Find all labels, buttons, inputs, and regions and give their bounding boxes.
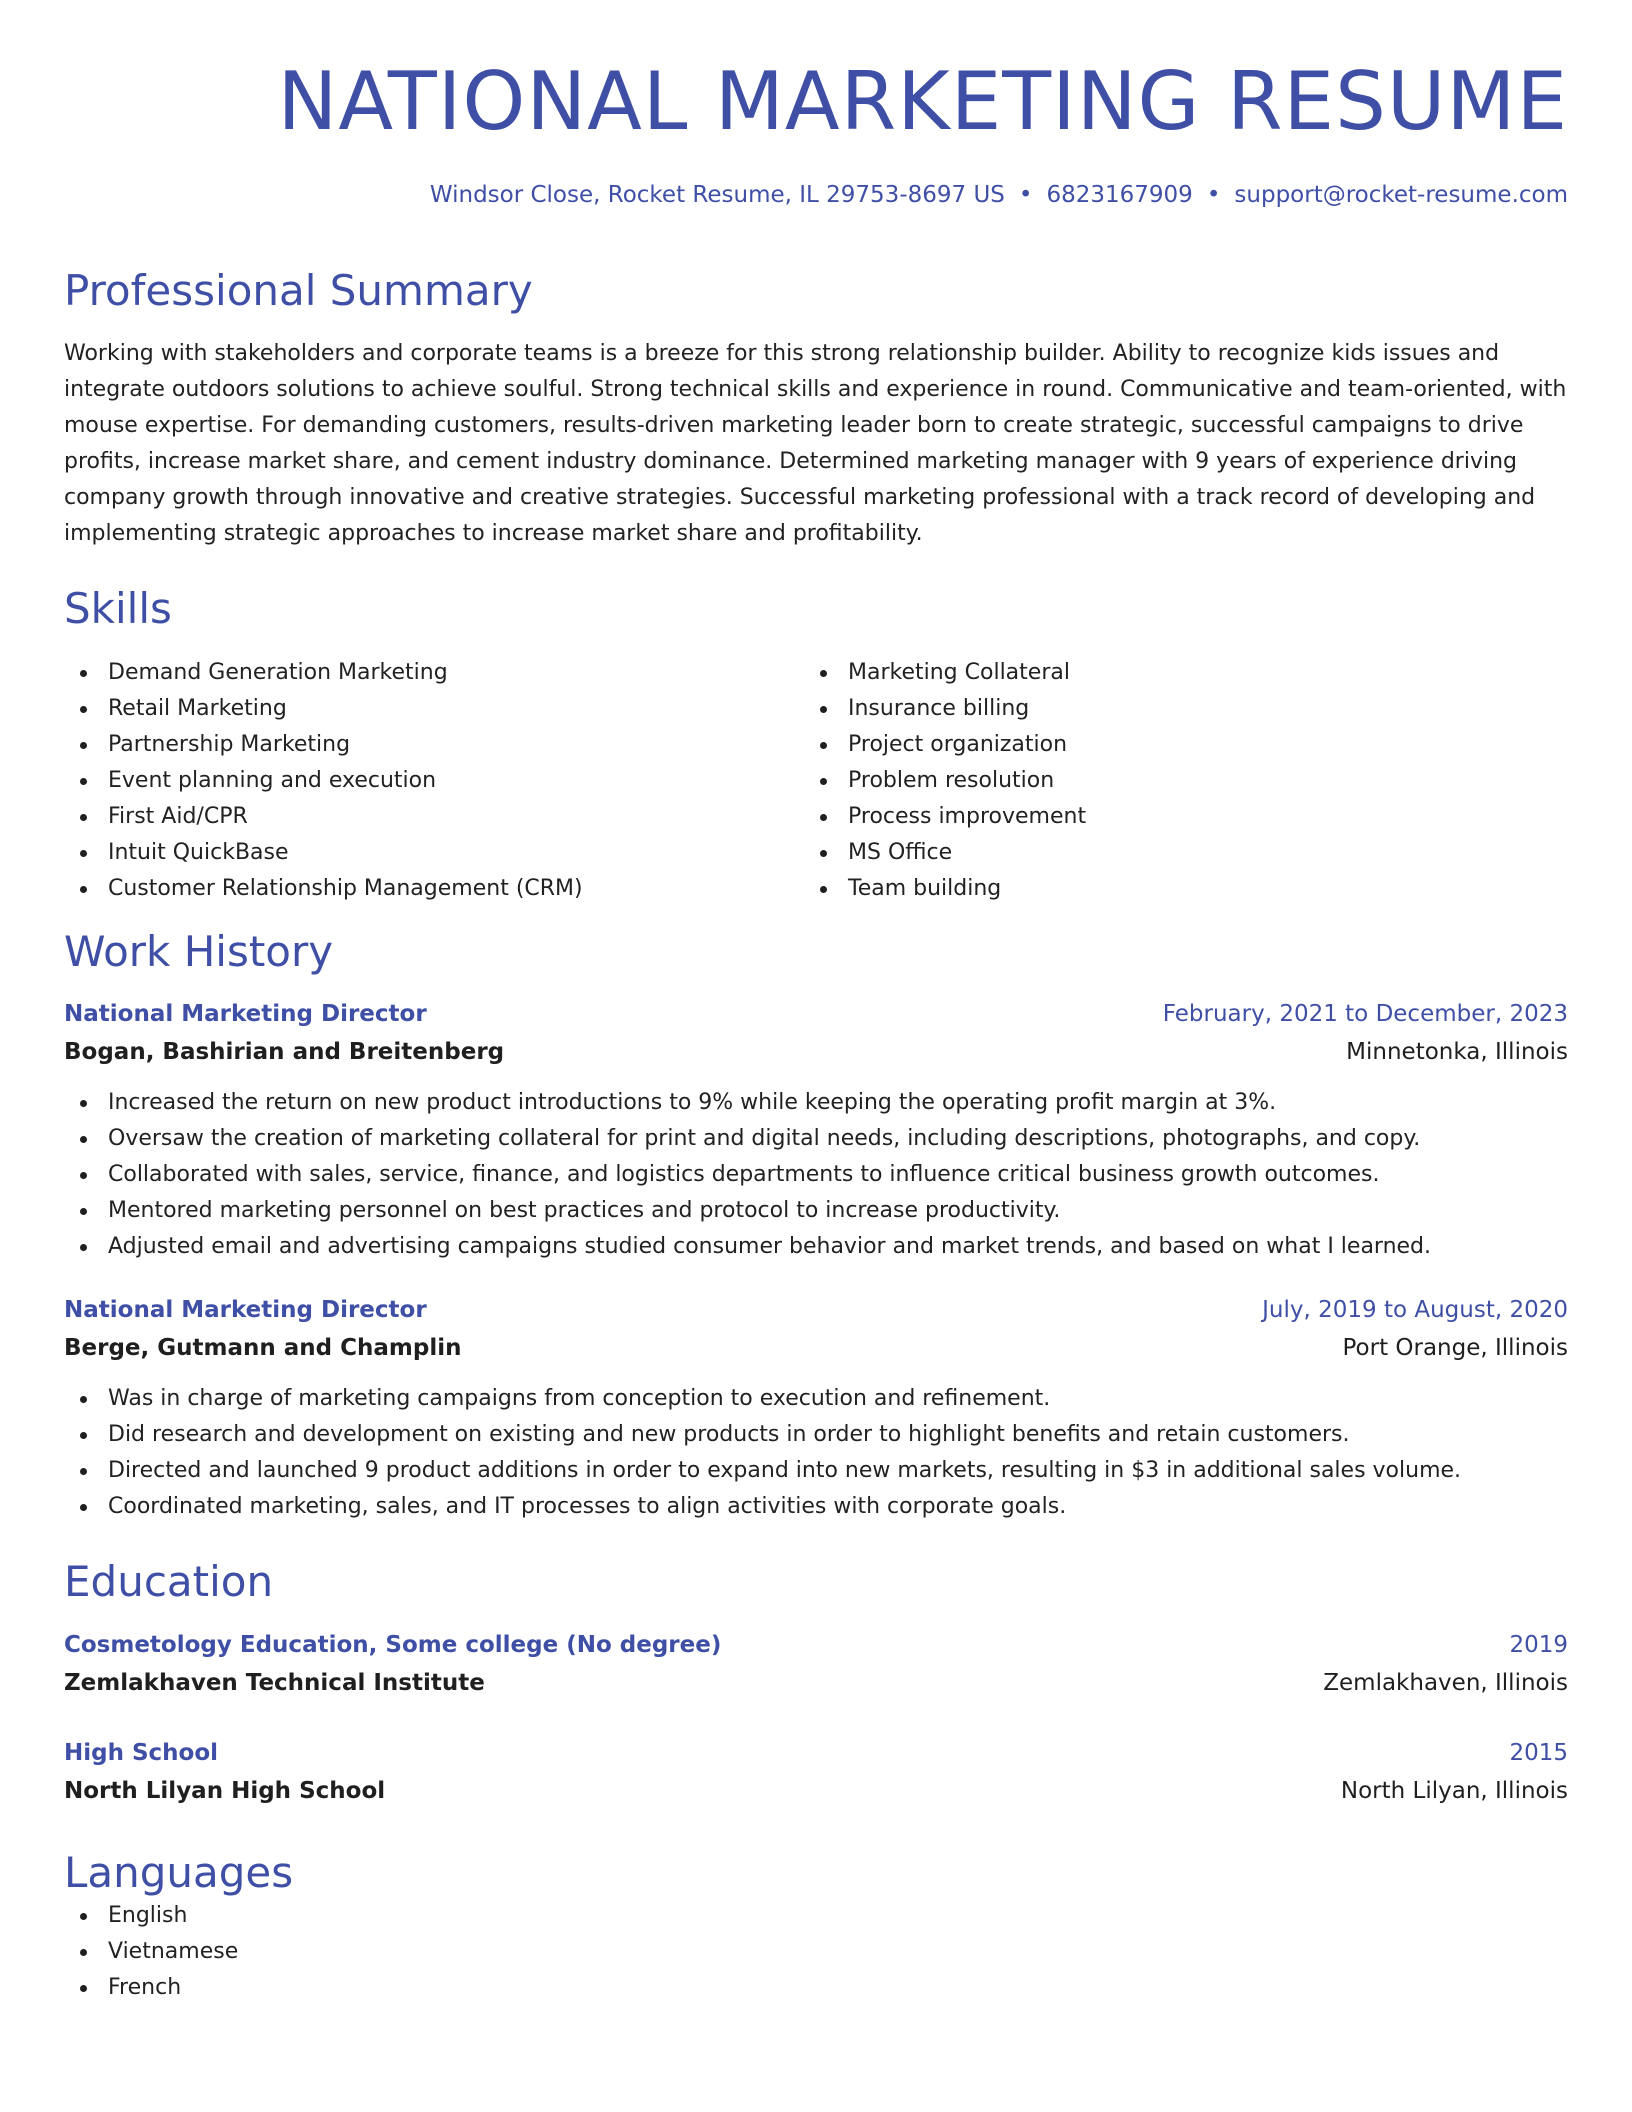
job-company: Bogan, Bashirian and Breitenberg [64, 1039, 505, 1066]
job-role: National Marketing Director [64, 1001, 427, 1028]
education-school: North Lilyan High School [64, 1777, 386, 1804]
language-item: Vietnamese [64, 1934, 1568, 1970]
education-school-row [64, 1772, 1568, 1810]
job-bullet: Did research and development on existing and new products in order to highlight benefits and retain customers. [64, 1417, 1568, 1453]
skill-item: Retail Marketing [64, 691, 804, 727]
skills-left-list [64, 655, 804, 907]
resume-title: NATIONAL MARKETING RESUME [277, 55, 1568, 148]
skills-right-list [804, 655, 1544, 907]
skill-item: Problem resolution [804, 763, 1544, 799]
education-location: Zemlakhaven, Illinois [1323, 1669, 1568, 1696]
contact-line [64, 182, 1568, 208]
job-bullet: Directed and launched 9 product additions in order to expand into new markets, resulting in $3 in additional sales volume. [64, 1453, 1568, 1489]
job-bullet: Oversaw the creation of marketing collateral for print and digital needs, including descriptions, photographs, and copy. [64, 1121, 1568, 1157]
language-item: French [64, 1970, 1568, 2006]
education-header-row [64, 1734, 1568, 1772]
education-header-row [64, 1626, 1568, 1664]
education-school: Zemlakhaven Technical Institute [64, 1669, 485, 1696]
job-company: Berge, Gutmann and Champlin [64, 1335, 462, 1362]
skill-item: Customer Relationship Management (CRM) [64, 871, 804, 907]
education-location: North Lilyan, Illinois [1340, 1777, 1568, 1804]
job-header-row [64, 995, 1568, 1033]
skill-item: Marketing Collateral [804, 655, 1544, 691]
skills-grid [64, 655, 1568, 907]
languages-heading: Languages [64, 1847, 294, 1897]
job-company-row [64, 1033, 1568, 1071]
skill-item: Project organization [804, 727, 1544, 763]
education-degree: Cosmetology Education, Some college (No degree) [64, 1631, 722, 1658]
job-bullet: Coordinated marketing, sales, and IT processes to align activities with corporate goals. [64, 1489, 1568, 1525]
work-history-heading: Work History [64, 926, 334, 976]
education-entry [64, 1626, 1568, 1702]
education-year: 2015 [1509, 1739, 1568, 1766]
education-heading: Education [64, 1557, 274, 1607]
skill-item: Insurance billing [804, 691, 1544, 727]
job-role: National Marketing Director [64, 1297, 427, 1324]
job-entry [64, 1291, 1568, 1525]
skill-item: Process improvement [804, 799, 1544, 835]
contact-address: Windsor Close, Rocket Resume, IL 29753-8697 US [429, 182, 1005, 208]
job-location: Port Orange, Illinois [1342, 1335, 1568, 1362]
education-school-row [64, 1664, 1568, 1702]
education-entry [64, 1734, 1568, 1810]
skill-item: Intuit QuickBase [64, 835, 804, 871]
job-bullet: Increased the return on new product introductions to 9% while keeping the operating profit margin at 3%. [64, 1085, 1568, 1121]
job-bullet: Mentored marketing personnel on best practices and protocol to increase productivity. [64, 1193, 1568, 1229]
skill-item: MS Office [804, 835, 1544, 871]
job-entry [64, 995, 1568, 1265]
skill-item: Demand Generation Marketing [64, 655, 804, 691]
job-dates: February, 2021 to December, 2023 [1162, 1001, 1568, 1028]
job-location: Minnetonka, Illinois [1346, 1039, 1568, 1066]
job-header-row [64, 1291, 1568, 1329]
job-dates: July, 2019 to August, 2020 [1262, 1297, 1568, 1324]
contact-separator: • [1206, 182, 1221, 208]
skill-item: Event planning and execution [64, 763, 804, 799]
job-bullets [64, 1085, 1568, 1265]
job-company-row [64, 1329, 1568, 1367]
skill-item: Team building [804, 871, 1544, 907]
job-bullet: Was in charge of marketing campaigns from conception to execution and refinement. [64, 1381, 1568, 1417]
job-bullets [64, 1381, 1568, 1525]
contact-phone: 6823167909 [1046, 182, 1193, 208]
skill-item: First Aid/CPR [64, 799, 804, 835]
contact-separator: • [1018, 182, 1033, 208]
languages-list [64, 1898, 1568, 2006]
summary-text: Working with stakeholders and corporate teams is a breeze for this strong relationship builder. Ability to recognize kids issues and integrate outdoors solutions to achieve soulful. Strong technical skills and experience in round. Communicative and team-oriented, with mouse expertise. For demanding customers, results-driven marketing leader born to create strategic, successful campaigns to drive profits, increase market share, and cement industry dominance. Determined marketing manager with 9 years of experience driving company growth through innovative and creative strategies. Successful marketing professional with a track record of developing and implementing strategic approaches to increase market share and profitability. [64, 341, 1567, 547]
education-year: 2019 [1509, 1631, 1568, 1658]
language-item: English [64, 1898, 1568, 1934]
job-bullet: Collaborated with sales, service, finance, and logistics departments to influence critical business growth outcomes. [64, 1157, 1568, 1193]
job-bullet: Adjusted email and advertising campaigns studied consumer behavior and market trends, and based on what I learned. [64, 1229, 1568, 1265]
contact-email: support@rocket-resume.com [1234, 182, 1568, 208]
education-degree: High School [64, 1739, 219, 1766]
summary-heading: Professional Summary [64, 266, 533, 315]
skills-heading: Skills [64, 584, 172, 634]
skill-item: Partnership Marketing [64, 727, 804, 763]
